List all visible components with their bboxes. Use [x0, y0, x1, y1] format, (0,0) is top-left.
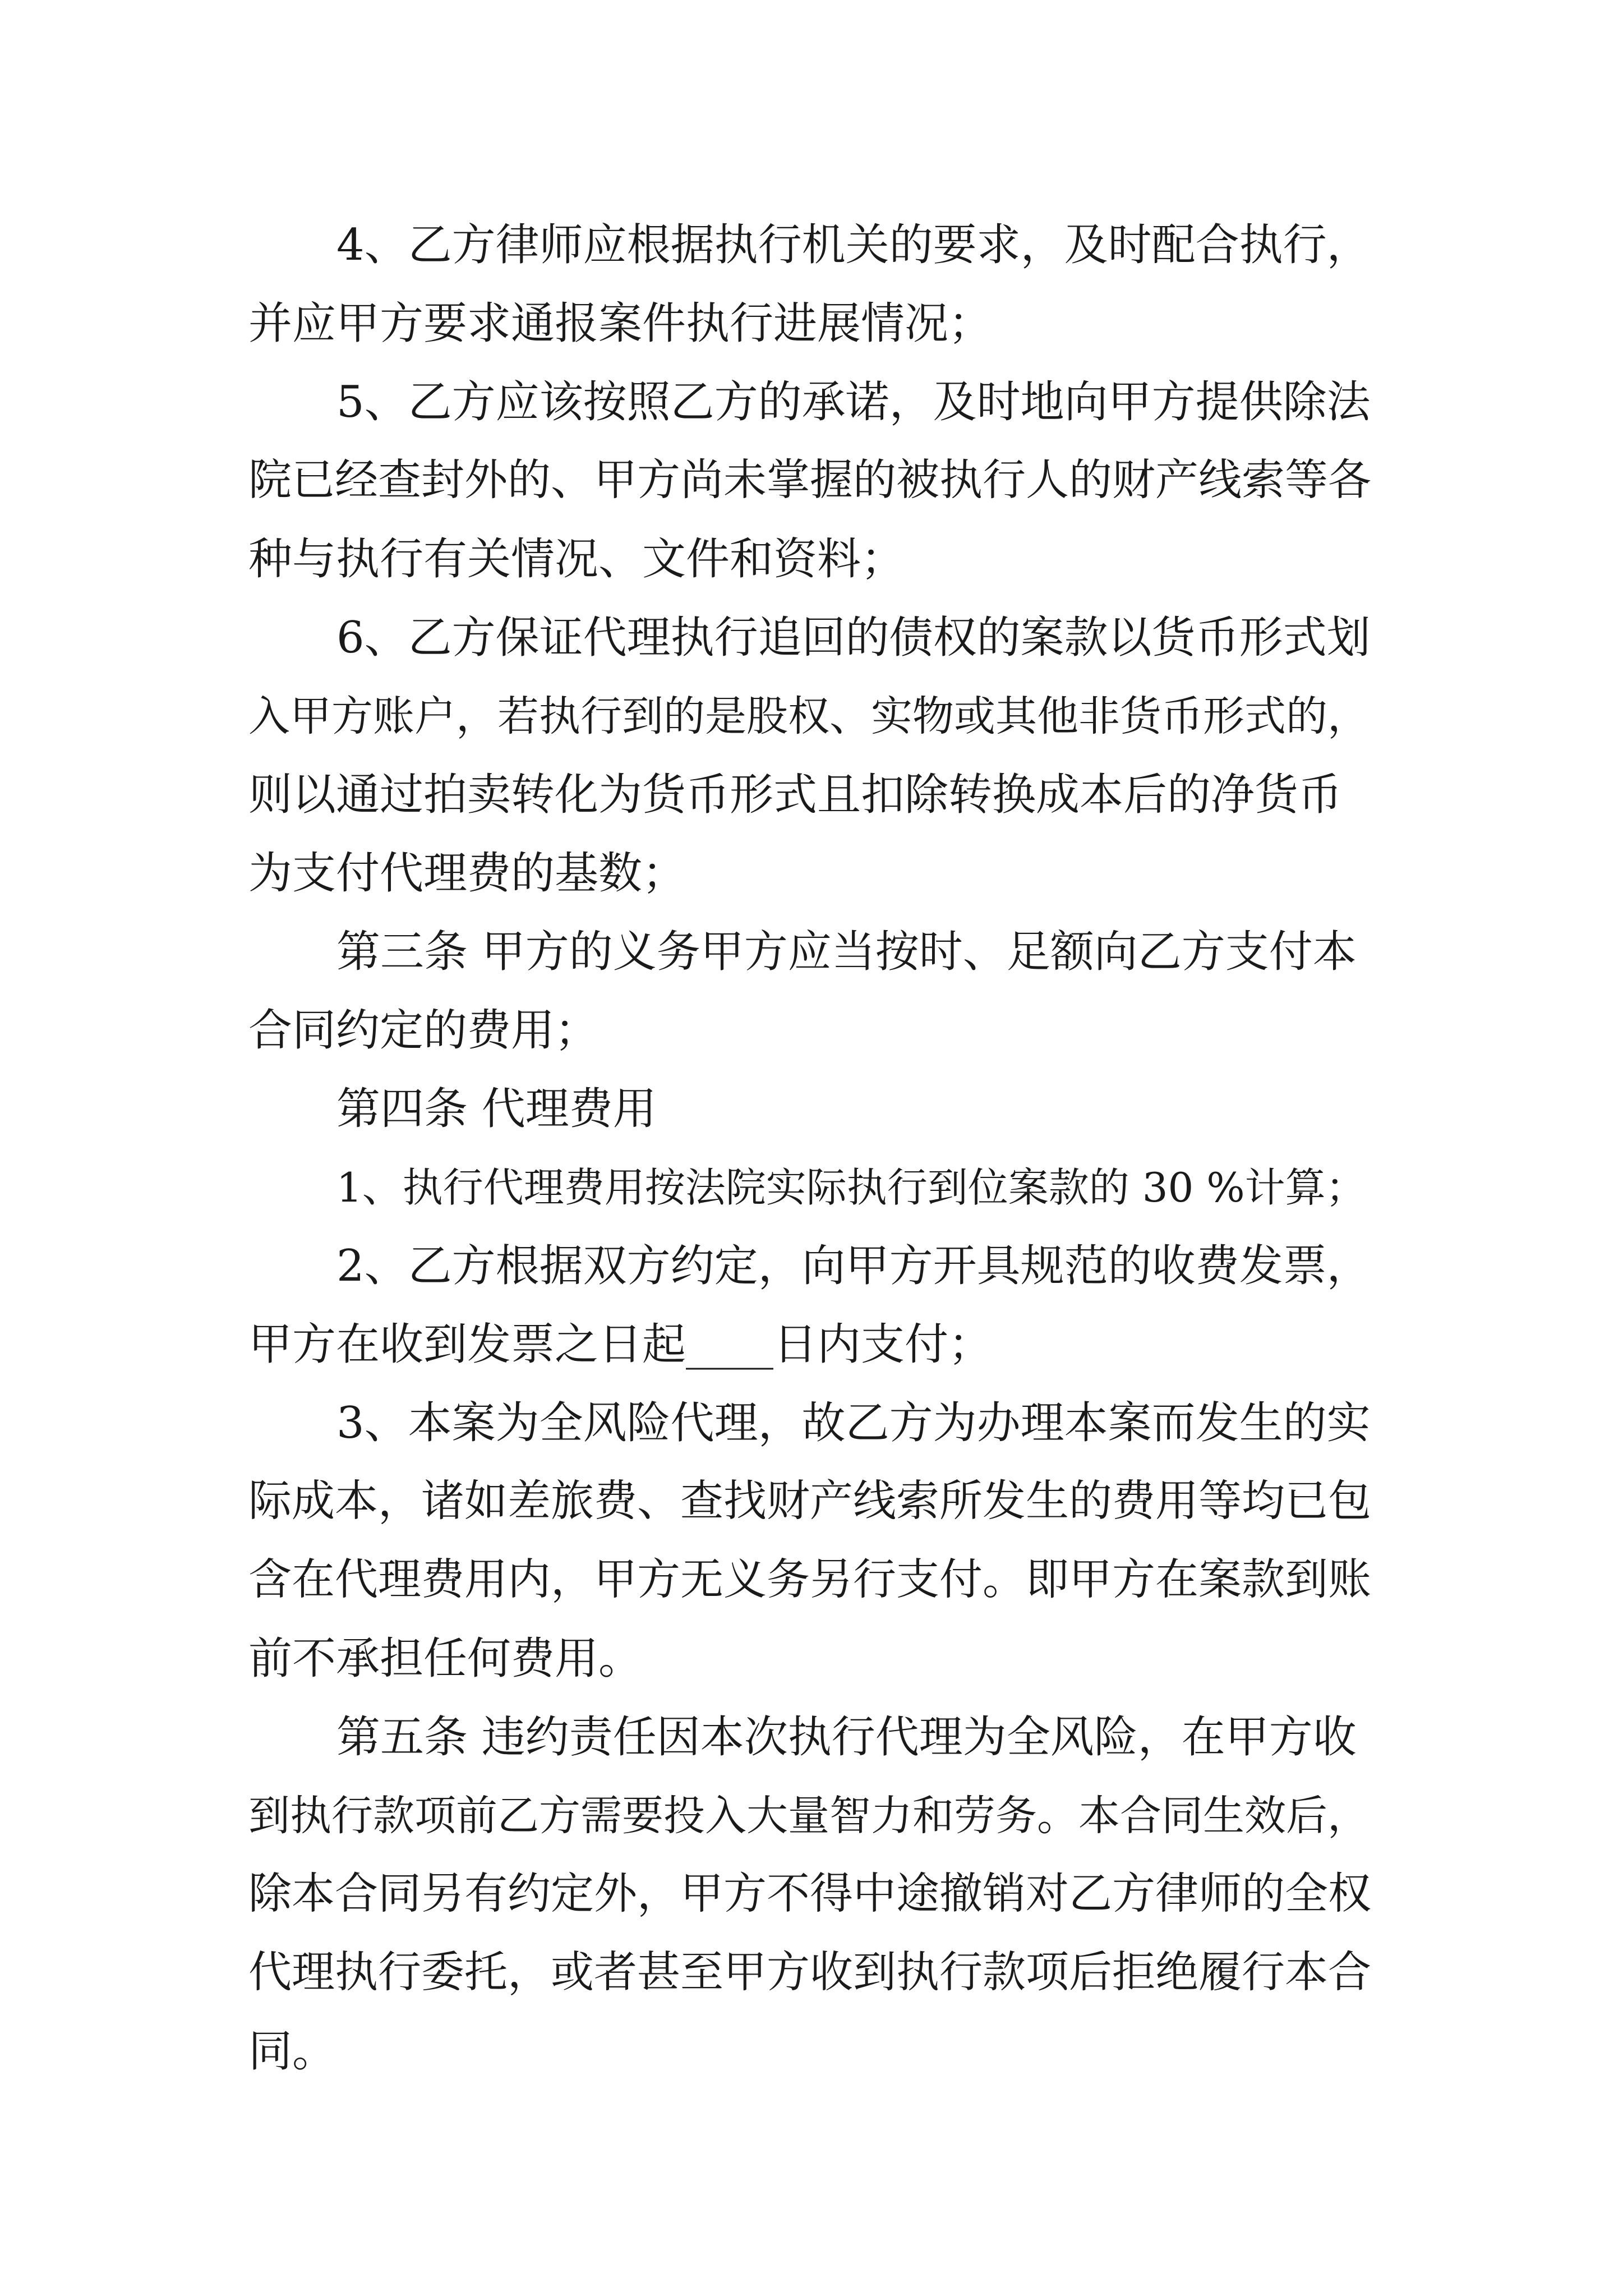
text-line: 5、乙方应该按照乙方的承诺，及时地向甲方提供除法	[336, 377, 1371, 427]
text-line: 合同约定的费用；	[248, 1005, 599, 1056]
text-line: 前不承担任何费用。	[248, 1634, 643, 1684]
text-line: 则以通过拍卖转化为货币形式且扣除转换成本后的净货币	[248, 770, 1343, 820]
text-line: 入甲方账户，若执行到的是股权、实物或其他非货币形式的，	[248, 692, 1369, 740]
text-line: 际成本，诸如差旅费、查找财产线索所发生的费用等均已包	[248, 1476, 1371, 1526]
text-line: 第五条 违约责任因本次执行代理为全风险，在甲方收	[336, 1712, 1357, 1763]
text-line: 甲方在收到发票之日起____日内支付；	[248, 1319, 993, 1370]
text-line: 同。	[248, 2026, 336, 2077]
text-line: 6、乙方保证代理执行追回的债权的案款以货币形式划	[336, 613, 1371, 663]
text-line: 1、执行代理费用按法院实际执行到位案款的 30 %计算；	[336, 1164, 1366, 1211]
text-line: 第三条 甲方的义务甲方应当按时、足额向乙方支付本	[336, 927, 1357, 977]
text-line: 2、乙方根据双方约定，向甲方开具规范的收费发票，	[336, 1241, 1371, 1291]
text-line: 4、乙方律师应根据执行机关的要求，及时配合执行，	[336, 220, 1371, 270]
text-line: 为支付代理费的基数；	[248, 848, 686, 899]
text-line: 种与执行有关情况、文件和资料；	[248, 534, 905, 585]
section-heading: 第四条 代理费用	[336, 1084, 657, 1134]
text-line: 院已经查封外的、甲方尚未掌握的被执行人的财产线索等各	[248, 455, 1371, 505]
text-line: 到执行款项前乙方需要投入大量智力和劳务。本合同生效后，	[248, 1792, 1369, 1840]
text-line: 并应甲方要求通报案件执行进展情况；	[248, 298, 993, 349]
text-line: 代理执行委托，或者甚至甲方收到执行款项后拒绝履行本合	[248, 1948, 1371, 1998]
text-line: 除本合同另有约定外，甲方不得中途撤销对乙方律师的全权	[248, 1869, 1371, 1919]
text-line: 3、本案为全风险代理，故乙方为办理本案而发生的实	[336, 1398, 1371, 1448]
text-line: 含在代理费用内，甲方无义务另行支付。即甲方在案款到账	[248, 1555, 1371, 1605]
